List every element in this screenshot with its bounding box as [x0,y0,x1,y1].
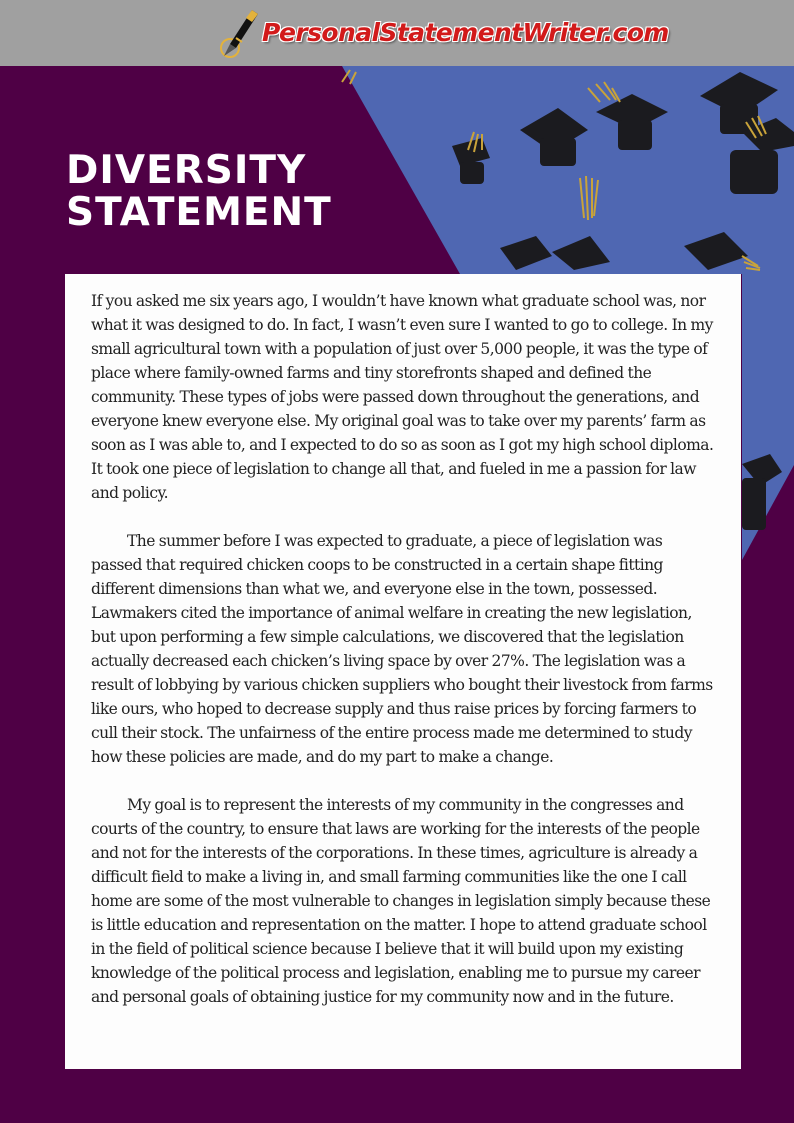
page-title [66,150,332,234]
statement-card [65,274,741,1069]
site-logo[interactable] [216,2,669,62]
fountain-pen-icon [216,4,260,60]
logo-text: PersonalStatementWriter.com [262,17,669,47]
title-line-2: STATEMENT [66,190,332,235]
title-line-1: DIVERSITY [66,148,307,193]
paragraph-2: The summer before I was expected to graduate, a piece of legislation was passed that required chicken coops to be constructed in a certain shape fitting different dimensions than what we, and everyone else in the town, possessed. Lawmakers cited the importance of animal welfare in creating the new legislation, but upon performing a few simple calculations, we discovered that the legislation actually decreased each chicken’s living space by over 27%. The legislation was a result of lobbying by various chicken suppliers who bought their livestock from farms like ours, who hoped to decrease supply and thus raise prices by forcing farmers to cull their stock. The unfairness of the entire process made me determined to study how these policies are made, and do my part to make a change. [91,532,713,766]
paragraph-3: My goal is to represent the interests of my community in the congresses and courts of the country, to ensure that laws are working for the interests of the people and not for the interests of the corporations. In these times, agriculture is already a difficult field to make a living in, and small farming communities like the one I call home are some of the most vulnerable to changes in legislation simply because these is little education and representation on the matter. I hope to attend graduate school in the field of political science because I believe that it will build upon my existing knowledge of the political process and legislation, enabling me to pursue my career and personal goals of obtaining justice for my community now and in the future. [91,796,711,1006]
header-bar [0,0,794,66]
paragraph-1: If you asked me six years ago, I wouldn’t have known what graduate school was, nor what it was designed to do. In fact, I wasn’t even sure I wanted to go to college. In my small agricultural town with a population of just over 5,000 people, it was the type of place where family-owned farms and tiny storefronts shaped and defined the community. These types of jobs were passed down throughout the generations, and everyone knew everyone else. My original goal was to take over my parents’ farm as soon as I was able to, and I expected to do so as soon as I got my high school diploma. It took one piece of legislation to change all that, and fueled in me a passion for law and policy. [91,292,714,502]
